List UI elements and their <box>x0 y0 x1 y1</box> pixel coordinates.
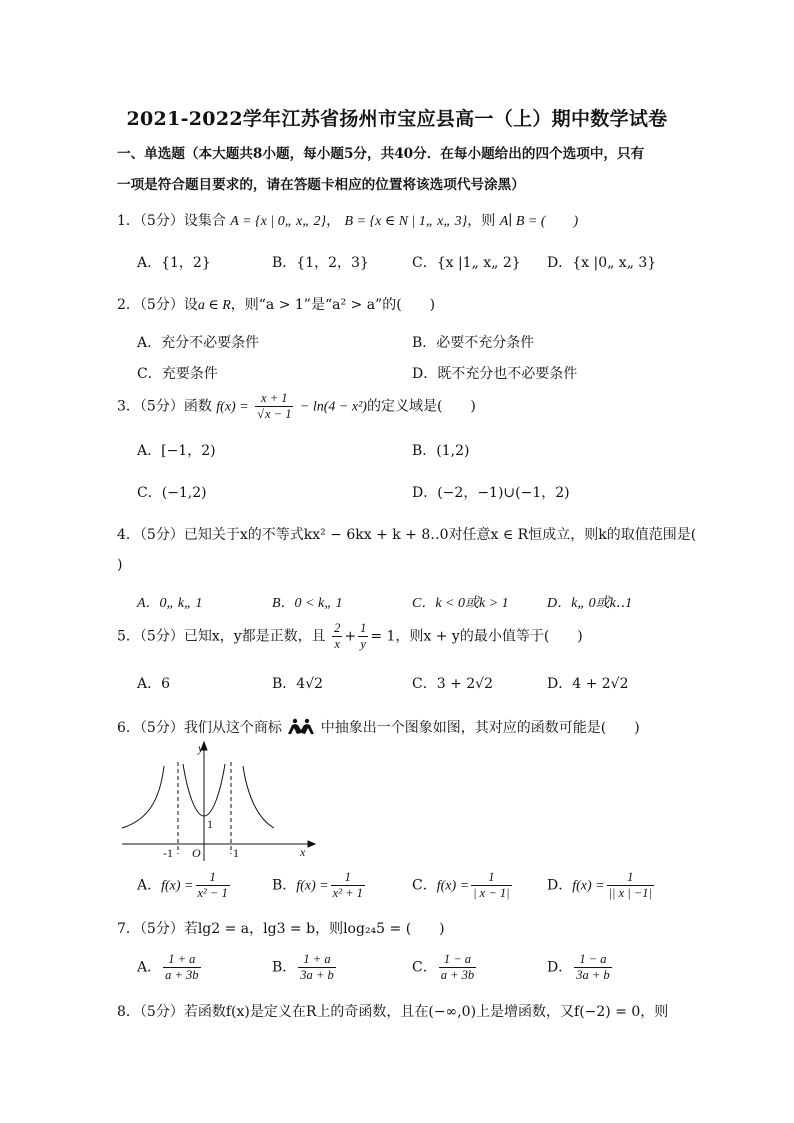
question-2-text: ，则“a > 1”是“a² > a”的( ) <box>230 297 436 313</box>
question-5-f1-numerator: 2 <box>334 621 341 635</box>
question-4-line2: ) <box>117 557 123 573</box>
graph-one-label: 1 <box>233 846 239 860</box>
q3-option-c: C．(−1,2) <box>137 485 207 501</box>
question-3-sqrt: x − 1 <box>264 407 292 421</box>
q7-option-b-letter: B． <box>272 959 297 976</box>
question-3-number: 3．（5分）函数 <box>117 398 212 415</box>
question-1-set-a: A = {x | 0„ x„ 2} <box>230 214 327 229</box>
q7-option-b-denominator: 3a + b <box>300 968 334 982</box>
q6-option-a <box>137 870 232 901</box>
q6-option-b-f: f(x) = <box>296 878 329 894</box>
q4-option-a: A．0„ k„ 1 <box>137 596 203 611</box>
q4-option-b: B．0 < k„ 1 <box>272 596 343 611</box>
q6-option-a-letter: A． <box>137 877 162 894</box>
q6-option-d-f: f(x) = <box>572 878 605 894</box>
q2-option-d: D．既不充分也不必要条件 <box>412 366 578 382</box>
q7-option-b-numerator: 1 + a <box>298 952 335 968</box>
question-1-set-b: B = {x ∈ N | 1„ x„ 3} <box>344 214 468 229</box>
question-3-numerator: x + 1 <box>255 391 293 407</box>
graph-neg-one-label: -1 <box>163 846 173 860</box>
question-3 <box>117 391 687 422</box>
question-1-tail: ，则 <box>467 213 496 229</box>
question-3-rest: − ln(4 − x²) <box>299 399 367 415</box>
q6-option-a-denominator: x² − 1 <box>197 886 228 900</box>
q5-option-c: C．3 + 2√2 <box>412 676 493 692</box>
question-5-f1-denominator: x <box>334 637 340 651</box>
q7-option-a-denominator: a + 3b <box>165 968 199 982</box>
q6-option-b-letter: B． <box>272 877 297 894</box>
q5-option-b: B．4√2 <box>272 676 324 692</box>
question-2-cond: a ∈ R <box>197 298 231 313</box>
kappa-logo-icon <box>286 718 316 734</box>
q7-option-c-letter: C． <box>412 959 437 976</box>
q3-option-b: B．(1,2) <box>412 443 470 459</box>
question-5-fraction-1 <box>332 621 342 652</box>
q2-option-b: B．必要不充分条件 <box>412 335 535 351</box>
question-3-f: f(x) = <box>216 399 249 415</box>
q6-option-b-denominator: x² + 1 <box>332 886 363 900</box>
q6-option-c <box>412 870 514 901</box>
graph-origin-label: O <box>192 846 201 860</box>
q7-option-a-letter: A． <box>137 959 162 976</box>
question-5-fraction-2 <box>358 621 368 652</box>
question-5-f2-denominator: y <box>360 637 366 651</box>
q7-option-a <box>137 952 203 983</box>
curve-right-branch <box>243 766 274 828</box>
q6-option-c-letter: C． <box>412 877 437 894</box>
q7-option-a-numerator: 1 + a <box>163 952 200 968</box>
q6-option-c-denominator: | x − 1| <box>473 886 510 900</box>
question-2-number: 2．（5分）设 <box>117 297 198 313</box>
x-axis-arrow-icon <box>308 841 315 847</box>
q7-option-d-denominator: 3a + b <box>576 968 610 982</box>
q1-option-a: A．{1，2} <box>137 255 211 271</box>
question-5 <box>117 621 687 652</box>
q6-option-d-letter: D． <box>547 877 573 894</box>
q5-option-a: A．6 <box>137 676 171 692</box>
q4-option-c: C．k < 0或k > 1 <box>412 596 509 611</box>
q6-option-a-numerator: 1 <box>196 870 230 886</box>
q6-option-b <box>272 870 367 901</box>
q7-option-c-denominator: a + 3b <box>440 968 475 982</box>
q6-option-d-numerator: 1 <box>607 870 654 886</box>
q3-option-a: A．[−1，2) <box>137 443 216 459</box>
question-2 <box>117 294 687 314</box>
question-5-number: 5．（5分）已知x，y都是正数，且 <box>117 628 326 645</box>
question-3-denominator: √x − 1 <box>257 407 292 421</box>
question-1-expr: A∣ B = ( ) <box>499 214 579 229</box>
q7-option-d-numerator: 1 − a <box>574 952 611 968</box>
section-heading-line1: 一、单选题（本大题共8小题，每小题5分，共40分．在每小题给出的四个选项中，只有 <box>117 146 645 162</box>
q2-option-c: C．充要条件 <box>137 366 218 382</box>
q1-option-c: C．{x |1„ x„ 2} <box>412 255 521 271</box>
q5-option-d: D．4 + 2√2 <box>547 676 629 692</box>
q3-option-d: D．(−2，−1)∪(−1，2) <box>412 485 570 501</box>
graph-y-one-label: 1 <box>207 817 213 831</box>
question-1-number: 1．（5分）设集合 <box>117 213 226 229</box>
q6-option-d <box>547 870 656 901</box>
q6-option-a-f: f(x) = <box>161 878 194 894</box>
q6-option-d-denominator: || x | −1| <box>608 886 652 900</box>
question-8: 8．（5分）若函数f(x)是定义在R上的奇函数，且在(−∞,0)上是增函数，又f(−2) = 0，则 <box>117 1004 669 1020</box>
question-5-tail: = 1，则x + y的最小值等于( ) <box>370 628 583 645</box>
q4-option-d: D．k„ 0或k‥1 <box>547 596 633 611</box>
question-6-pre: 6．（5分）我们从这个商标 <box>117 720 282 736</box>
section-heading-line2: 一项是符合题目要求的，请在答题卡相应的位置将该选项代号涂黑） <box>117 177 525 193</box>
graph-x-label: x <box>300 845 306 859</box>
q1-option-b: B．{1，2，3} <box>272 255 369 271</box>
q2-option-a: A．充分不必要条件 <box>137 335 260 351</box>
question-6 <box>117 717 687 737</box>
q1-option-d: D．{x |0„ x„ 3} <box>547 255 657 271</box>
section-heading <box>117 142 687 198</box>
graph-y-label: y <box>198 741 204 755</box>
q6-option-b-numerator: 1 <box>331 870 365 886</box>
question-6-post: 中抽象出一个图象如图，其对应的函数可能是( ) <box>320 720 640 736</box>
exam-title: 2021-2022学年江苏省扬州市宝应县高一（上）期中数学试卷 <box>126 108 668 130</box>
q7-option-c <box>412 952 478 983</box>
question-6-graph <box>118 740 318 862</box>
question-3-tail: 的定义域是( ) <box>366 398 476 415</box>
question-4-line1: 4．（5分）已知关于x的不等式kx² − 6kx + k + 8‥0对任意x ∈ R恒成立，则k的取值范围是( <box>117 527 697 543</box>
q6-option-c-f: f(x) = <box>436 878 470 894</box>
question-3-fraction <box>255 391 293 422</box>
q7-option-b <box>272 952 338 983</box>
question-1: 1．（5分）设集合 A = {x | 0„ x„ 2}， B = {x ∈ N | 1„ x„ 3}，则 A∣ B = ( ) <box>117 213 579 229</box>
q7-option-d <box>547 952 614 983</box>
q6-option-c-numerator: 1 <box>471 870 511 886</box>
curve-left-branch <box>122 766 164 828</box>
q7-option-d-letter: D． <box>547 959 573 976</box>
q7-option-c-numerator: 1 − a <box>439 952 476 968</box>
question-5-plus: + <box>344 628 357 645</box>
question-5-f2-numerator: 1 <box>360 621 367 635</box>
question-7: 7．（5分）若lg2 = a，lg3 = b，则log₂₄5 = ( ) <box>117 921 445 937</box>
